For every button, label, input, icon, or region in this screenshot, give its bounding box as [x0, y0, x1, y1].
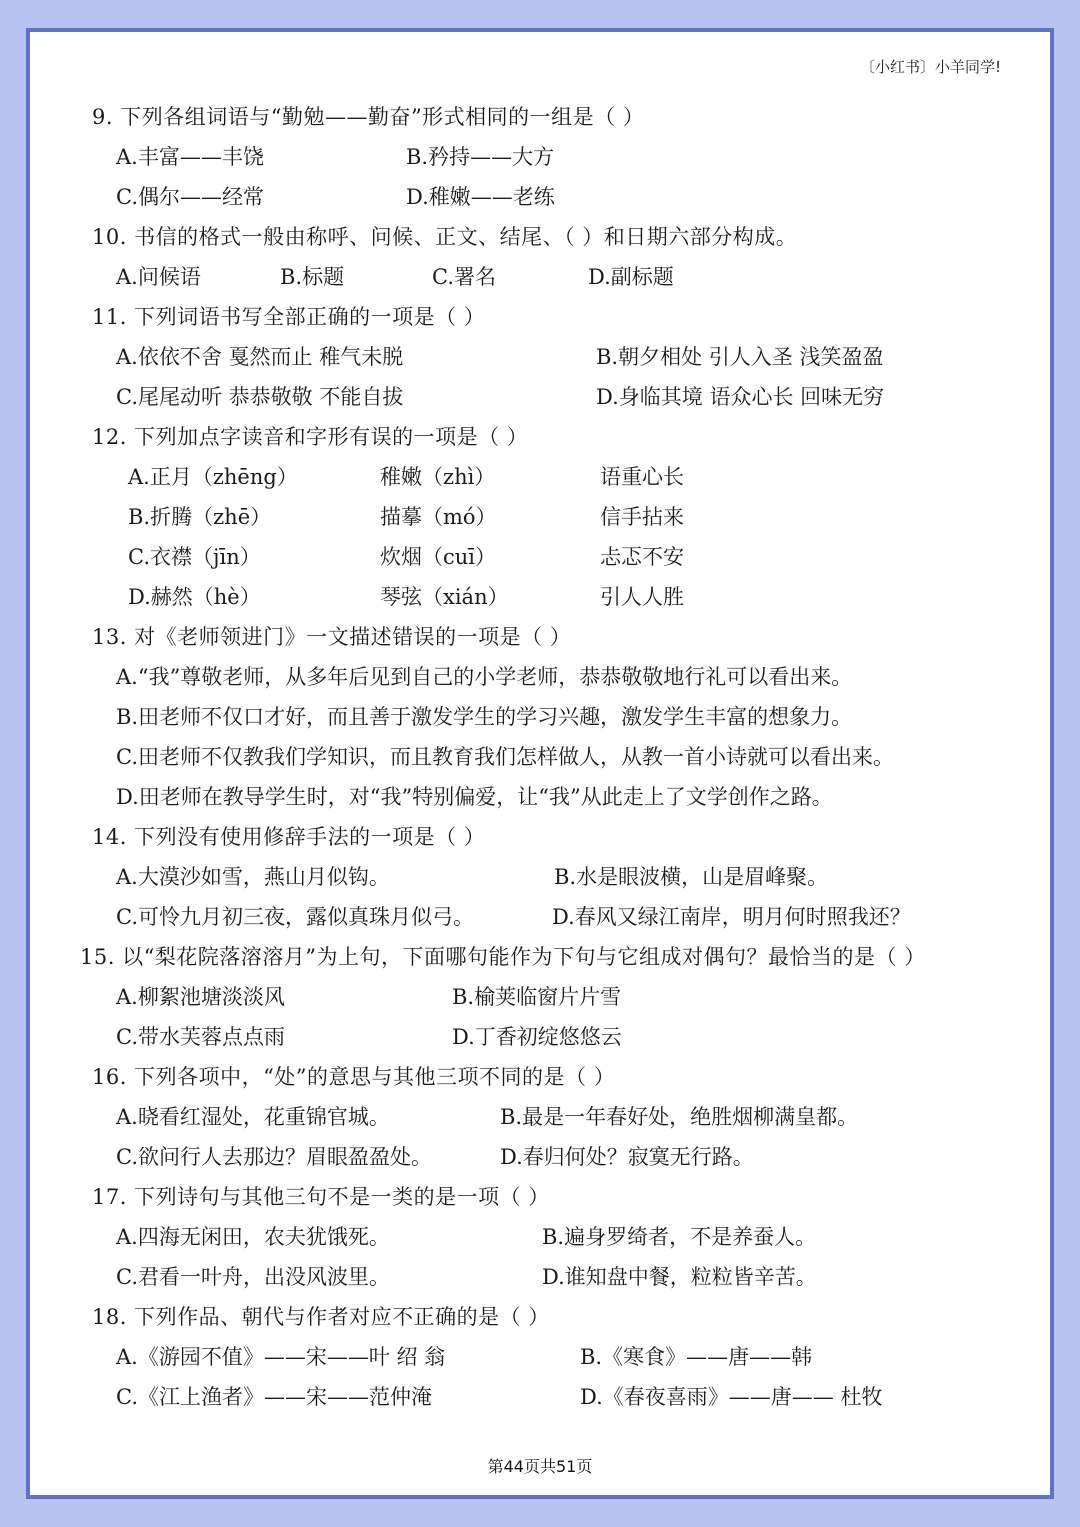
- question-16-option-c: C.欲问行人去那边？眉眼盈盈处。: [116, 1145, 432, 1169]
- question-17-option-c: C.君看一叶舟，出没风波里。: [116, 1265, 390, 1289]
- question-10-option-b: B.标题: [280, 265, 345, 289]
- question-12-row-d-word2: 琴弦（xián）: [380, 585, 509, 609]
- brand-watermark: 〔小红书〕小羊同学!: [860, 58, 1002, 76]
- question-16-stem: 16. 下列各项中，“处”的意思与其他三项不同的是（ ）: [92, 1065, 616, 1089]
- question-12-row-a-word3: 语重心长: [600, 465, 684, 489]
- question-13-option-b: B.田老师不仅口才好，而且善于激发学生的学习兴趣，激发学生丰富的想象力。: [116, 705, 853, 729]
- question-13-option-d: D.田老师在教导学生时，对“我”特别偏爱，让“我”从此走上了文学创作之路。: [116, 785, 833, 809]
- question-12-row-b-word2: 描摹（mó）: [380, 505, 497, 529]
- question-15-option-c: C.带水芙蓉点点雨: [116, 1025, 285, 1049]
- question-14-option-c: C.可怜九月初三夜，露似真珠月似弓。: [116, 905, 474, 929]
- question-17-option-d: D.谁知盘中餐，粒粒皆辛苦。: [542, 1265, 817, 1289]
- question-12-row-c-word1: C.衣襟（jīn）: [128, 545, 261, 569]
- question-9-option-b: B.矜持——大方: [406, 145, 555, 169]
- question-16-option-b: B.最是一年春好处，绝胜烟柳满皇都。: [500, 1105, 859, 1129]
- question-15-option-b: B.榆荚临窗片片雪: [452, 985, 622, 1009]
- question-10-stem: 10. 书信的格式一般由称呼、问候、正文、结尾、（ ）和日期六部分构成。: [92, 225, 798, 249]
- question-9-option-a: A.丰富——丰饶: [116, 145, 264, 169]
- question-14-option-b: B.水是眼波横，山是眉峰聚。: [554, 865, 829, 889]
- question-18-option-d: D.《春夜喜雨》——唐—— 杜牧: [580, 1385, 883, 1409]
- question-10-option-d: D.副标题: [588, 265, 674, 289]
- question-11-option-b: B.朝夕相处 引人入圣 浅笑盈盈: [596, 345, 884, 369]
- question-10-option-a: A.问候语: [116, 265, 201, 289]
- question-12-row-d-word3: 引人人胜: [600, 585, 684, 609]
- question-11-option-a: A.依依不舍 戛然而止 稚气未脱: [116, 345, 404, 369]
- question-12-stem: 12. 下列加点字读音和字形有误的一项是（ ）: [92, 425, 529, 449]
- question-12-row-b-word3: 信手拈来: [600, 505, 684, 529]
- question-9-option-d: D.稚嫩——老练: [406, 185, 555, 209]
- page-number: 第44页共51页: [487, 1457, 593, 1476]
- question-16-option-a: A.晓看红湿处，花重锦官城。: [116, 1105, 390, 1129]
- question-12-row-c-word3: 忐忑不安: [600, 545, 684, 569]
- question-14-stem: 14. 下列没有使用修辞手法的一项是（ ）: [92, 825, 486, 849]
- question-17-option-a: A.四海无闲田，农夫犹饿死。: [116, 1225, 390, 1249]
- question-10-option-c: C.署名: [432, 265, 496, 289]
- question-9-stem: 9. 下列各组词语与“勤勉——勤奋”形式相同的一组是（ ）: [92, 105, 645, 129]
- question-9-option-c: C.偶尔——经常: [116, 185, 264, 209]
- question-17-option-b: B.遍身罗绮者，不是养蚕人。: [542, 1225, 817, 1249]
- question-18-option-c: C.《江上渔者》——宋——范仲淹: [116, 1385, 432, 1409]
- question-16-option-d: D.春归何处？寂寞无行路。: [500, 1145, 754, 1169]
- question-18-option-a: A.《游园不值》——宋——叶 绍 翁: [116, 1345, 446, 1369]
- question-12-row-b-word1: B.折腾（zhē）: [128, 505, 272, 529]
- question-11-stem: 11. 下列词语书写全部正确的一项是（ ）: [92, 305, 486, 329]
- question-18-stem: 18. 下列作品、朝代与作者对应不正确的是（ ）: [92, 1305, 550, 1329]
- question-18-option-b: B.《寒食》——唐——韩: [580, 1345, 813, 1369]
- question-14-option-d: D.春风又绿江南岸，明月何时照我还？: [552, 905, 911, 929]
- question-12-row-c-word2: 炊烟（cuī）: [380, 545, 497, 569]
- question-11-option-c: C.尾尾动听 恭恭敬敬 不能自拔: [116, 385, 404, 409]
- question-13-stem: 13. 对《老师领进门》一文描述错误的一项是（ ）: [92, 625, 572, 649]
- question-13-option-c: C.田老师不仅教我们学知识，而且教育我们怎样做人，从教一首小诗就可以看出来。: [116, 745, 894, 769]
- question-14-option-a: A.大漠沙如雪，燕山月似钩。: [116, 865, 390, 889]
- question-15-option-a: A.柳絮池塘淡淡风: [116, 985, 285, 1009]
- question-12-row-d-word1: D.赫然（hè）: [128, 585, 261, 609]
- question-17-stem: 17. 下列诗句与其他三句不是一类的是一项（ ）: [92, 1185, 550, 1209]
- question-11-option-d: D.身临其境 语众心长 回味无穷: [596, 385, 885, 409]
- question-15-option-d: D.丁香初绽悠悠云: [452, 1025, 622, 1049]
- question-12-row-a-word1: A.正月（zhēng）: [128, 465, 298, 489]
- question-15-stem: 15. 以“梨花院落溶溶月”为上句，下面哪句能作为下句与它组成对偶句？最恰当的是（ ）: [80, 945, 926, 969]
- question-13-option-a: A.“我”尊敬老师，从多年后见到自己的小学老师，恭恭敬敬地行礼可以看出来。: [116, 665, 853, 689]
- question-12-row-a-word2: 稚嫩（zhì）: [380, 465, 496, 489]
